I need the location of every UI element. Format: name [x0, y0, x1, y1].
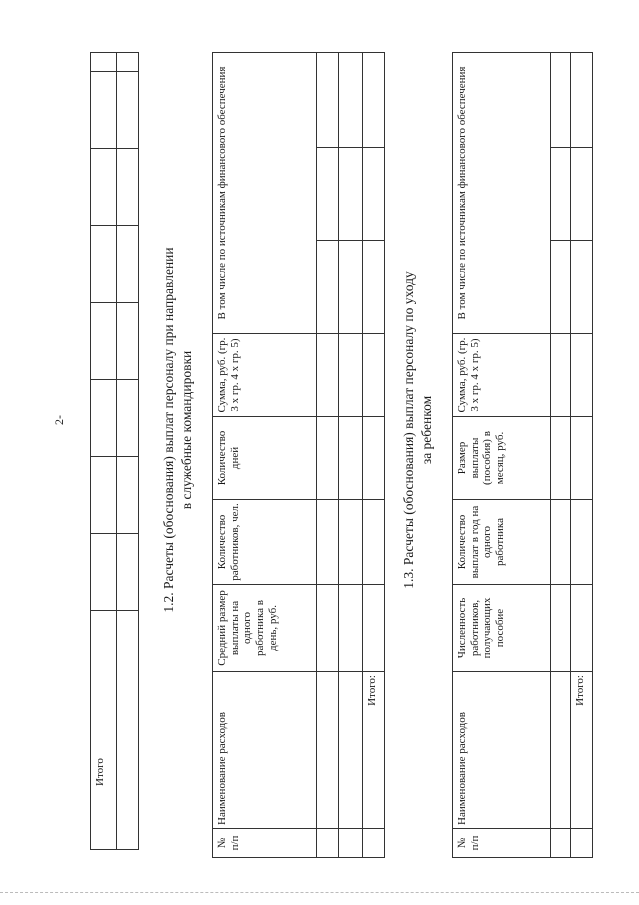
section-title-1-2: [160, 110, 196, 750]
col-header-sum: Сумма, руб. (гр. 3 х гр. 4 х гр. 5): [453, 334, 551, 417]
table-cell: [117, 611, 139, 850]
table-cell: [91, 457, 117, 534]
table-cell: [551, 417, 571, 500]
table-cell: [571, 500, 593, 585]
table-cell: [571, 53, 593, 148]
table-cell: [551, 500, 571, 585]
table-cell: [339, 334, 363, 417]
table-childcare-payments: [452, 52, 593, 858]
table-cell: [117, 72, 139, 149]
title-line: в служебные командировки: [179, 350, 195, 510]
title-line: 1.3. Расчеты (обоснования) выплат персоналу по уходу: [401, 271, 416, 589]
col-header-num: № п/п: [453, 829, 551, 858]
page-number: 2-: [52, 415, 66, 425]
table-cell: [551, 585, 571, 672]
table-cell: [363, 500, 385, 585]
table-cell: [317, 585, 339, 672]
table-cell: [571, 241, 593, 334]
table-cell: [117, 53, 139, 72]
table-cell: [339, 148, 363, 241]
section-title-1-3: [400, 130, 436, 730]
table-cell: [363, 829, 385, 858]
table-cell: [317, 334, 339, 417]
table-cell: [339, 53, 363, 148]
rotated-content: [40, 40, 600, 870]
table-cell: [551, 334, 571, 417]
table-cell: [91, 72, 117, 149]
table-cell: [91, 226, 117, 303]
table-cell: [317, 829, 339, 858]
table-cell: [117, 149, 139, 226]
table-cell: [551, 241, 571, 334]
table-cell: [551, 53, 571, 148]
table-cell: [551, 672, 571, 829]
total-label: Итого:: [363, 672, 385, 829]
table-cell: [317, 53, 339, 148]
table-cell: [339, 829, 363, 858]
col-header-workers: Количество работников, чел.: [213, 500, 317, 585]
table-cell: [91, 149, 117, 226]
table-cell: [117, 457, 139, 534]
total-row-label: [91, 611, 117, 850]
table-cell: [571, 829, 593, 858]
col-header-name: Наименование расходов: [453, 672, 551, 829]
table-cell: [317, 241, 339, 334]
table-cell: [91, 534, 117, 611]
title-line: за ребенком: [419, 395, 435, 465]
table-cell: [571, 334, 593, 417]
table-cell: [339, 241, 363, 334]
table-cell: [551, 829, 571, 858]
table-cell: [363, 334, 385, 417]
table-cell: [363, 417, 385, 500]
total-label: Итого:: [571, 672, 593, 829]
table-cell: [91, 53, 117, 72]
table-cell: [571, 585, 593, 672]
table-cell: [363, 241, 385, 334]
table-cell: [339, 585, 363, 672]
table-cell: [317, 500, 339, 585]
col-header-amount: Размер выплаты (пособия) в месяц, руб.: [453, 417, 551, 500]
table-cell: [91, 303, 117, 380]
table-cell: [363, 148, 385, 241]
col-header-financing: В том числе по источникам финансового обеспечения: [453, 53, 551, 334]
table-cell: [117, 303, 139, 380]
table-cell: [117, 226, 139, 303]
table-cell: [117, 534, 139, 611]
col-header-avg-pay: Средний размер выплаты на одного работника в день, руб.: [213, 585, 317, 672]
table-cell: [571, 417, 593, 500]
table-cell: [117, 380, 139, 457]
table-cell: [551, 148, 571, 241]
table-cell: [363, 53, 385, 148]
col-header-sum: Сумма, руб. (гр. 3 х гр. 4 х гр. 5): [213, 334, 317, 417]
col-header-num: № п/п: [213, 829, 317, 858]
total-label: Итого: [94, 758, 106, 786]
col-header-name: Наименование расходов: [213, 672, 317, 829]
col-header-financing: В том числе по источникам финансового обеспечения: [213, 53, 317, 334]
table-cell: [91, 380, 117, 457]
title-line: 1.2. Расчеты (обоснования) выплат персоналу при направлении: [161, 247, 176, 613]
table-cell: [339, 417, 363, 500]
col-header-payments: Количество выплат в год на одного работника: [453, 500, 551, 585]
table-cell: [571, 148, 593, 241]
table-cell: [317, 148, 339, 241]
table-cell: [339, 672, 363, 829]
table-continuation: [90, 52, 139, 850]
table-cell: [317, 417, 339, 500]
table-travel-payments: [212, 52, 385, 858]
table-cell: [317, 672, 339, 829]
page-edge-line: [0, 892, 639, 893]
table-cell: [363, 585, 385, 672]
col-header-employees: Численность работников, получающих пособие: [453, 585, 551, 672]
table-cell: [339, 500, 363, 585]
col-header-days: Количество дней: [213, 417, 317, 500]
